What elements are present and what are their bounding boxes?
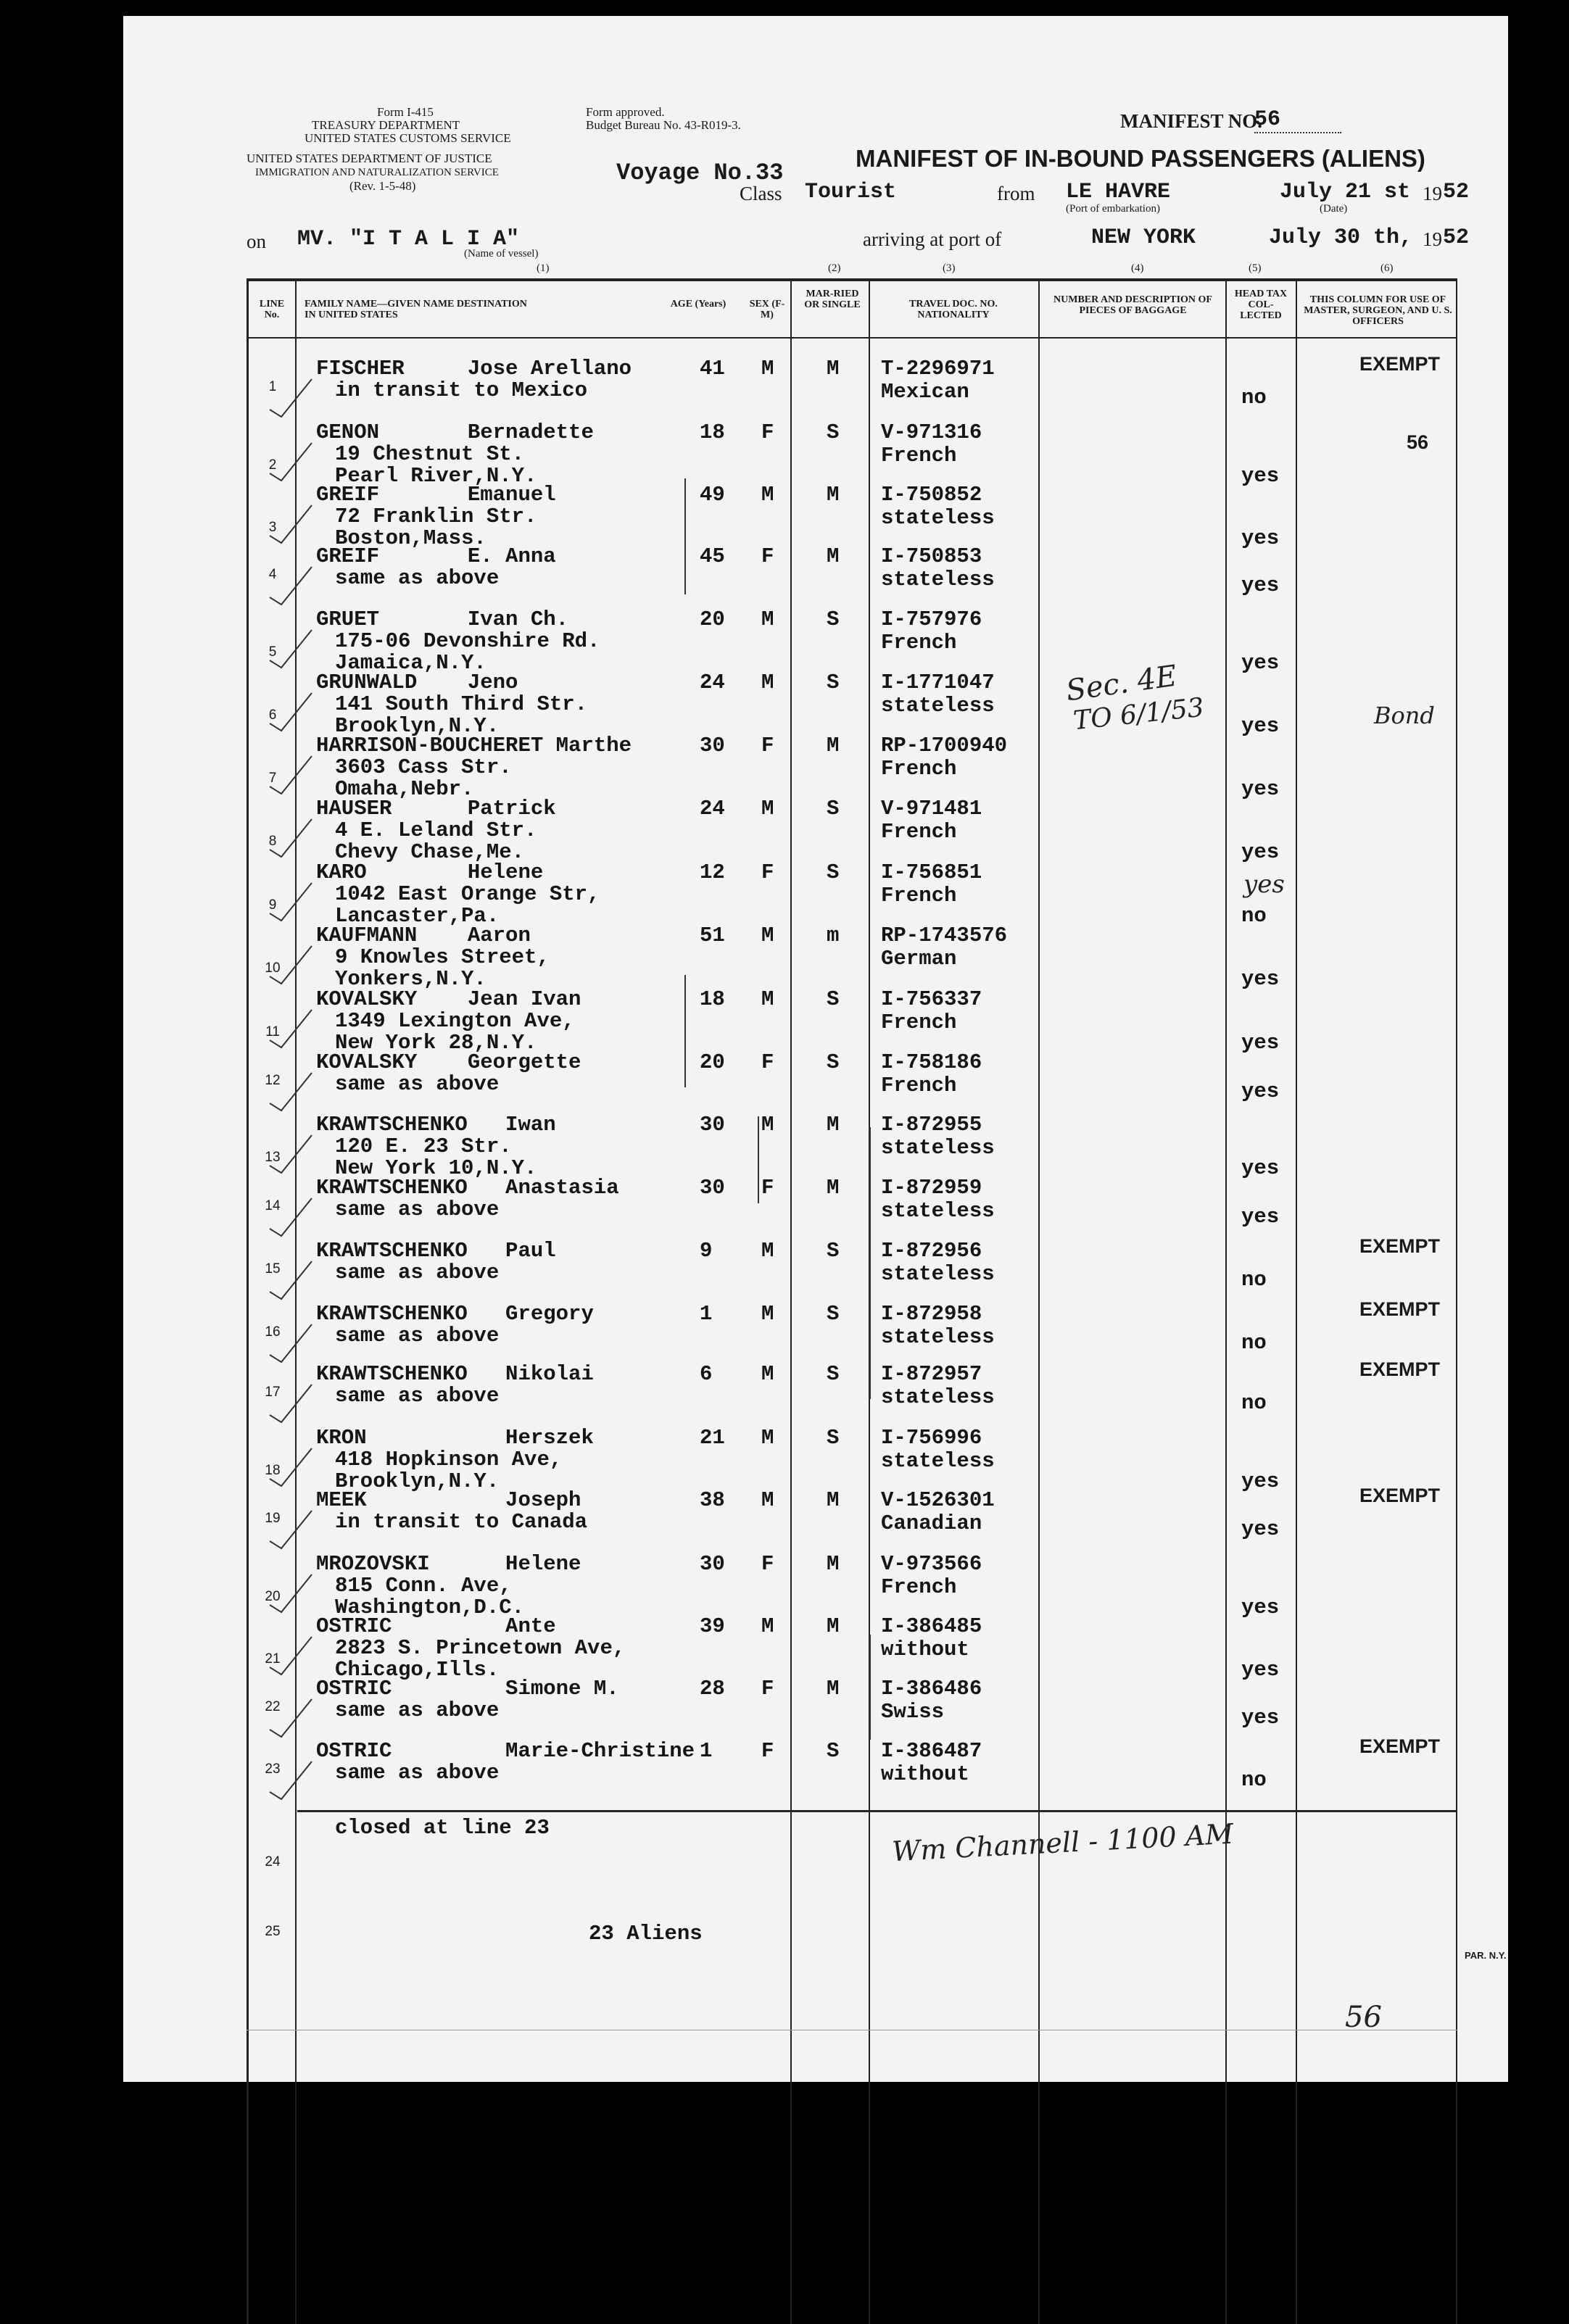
line-number: 5: [268, 644, 277, 660]
travel-doc-number: V-971316: [881, 420, 982, 444]
passenger-name: KOVALSKY Georgette: [316, 1050, 581, 1074]
marital-status: S: [827, 1362, 840, 1386]
passenger-age: 6: [700, 1362, 713, 1386]
travel-doc-number: I-756996: [881, 1426, 982, 1450]
handwritten-bond: Bond: [1374, 702, 1435, 729]
handwritten-date: TO 6/1/53: [1072, 692, 1206, 736]
nationality: stateless: [881, 1262, 995, 1286]
head-tax: yes: [1241, 1517, 1280, 1541]
marital-status: M: [827, 1677, 840, 1701]
passenger-address: Lancaster,Pa.: [335, 904, 500, 928]
passenger-address: same as above: [335, 1384, 500, 1408]
passenger-address: in transit to Mexico: [335, 378, 588, 402]
passenger-sex: M: [761, 987, 774, 1011]
travel-doc-number: I-386485: [881, 1614, 982, 1638]
exempt-stamp: EXEMPT: [1359, 1298, 1441, 1320]
passenger-address: Omaha,Nebr.: [335, 777, 474, 801]
head-tax: yes: [1241, 651, 1280, 675]
port-of-embarkation: LE HAVRE: [1066, 180, 1171, 204]
passenger-sex: M: [761, 1614, 774, 1638]
marital-status: M: [827, 1614, 840, 1638]
passenger-name: HAUSER Patrick: [316, 797, 556, 821]
passenger-address: same as above: [335, 1198, 500, 1221]
marital-status: S: [827, 797, 840, 821]
passenger-sex: M: [761, 671, 774, 694]
marital-status: M: [827, 483, 840, 507]
col-header-travel-doc: TRAVEL DOC. NO. NATIONALITY: [909, 299, 998, 320]
passenger-name: GREIF Emanuel: [316, 483, 556, 507]
passenger-age: 24: [700, 797, 725, 821]
passenger-age: 41: [700, 357, 725, 381]
col-header-name: FAMILY NAME—GIVEN NAME DESTINATION IN UNITED STATES: [305, 299, 527, 320]
head-tax: yes: [1241, 967, 1280, 991]
travel-doc-number: I-750852: [881, 483, 982, 507]
passenger-address: Brooklyn,N.Y.: [335, 714, 500, 738]
marital-status: S: [827, 1426, 840, 1450]
travel-doc-number: I-757976: [881, 607, 982, 631]
nationality: French: [881, 1575, 957, 1599]
passenger-address: 2823 S. Princetown Ave,: [335, 1636, 626, 1660]
travel-doc-number: I-872959: [881, 1176, 982, 1200]
total-aliens: 23 Aliens: [589, 1922, 703, 1946]
passenger-sex: M: [761, 1113, 774, 1137]
line-number-24: 24: [265, 1854, 281, 1869]
line-number: 9: [268, 897, 277, 913]
line-number: 17: [265, 1385, 281, 1400]
passenger-sex: M: [761, 1239, 774, 1263]
passenger-sex: M: [761, 1426, 774, 1450]
travel-doc-number: I-750853: [881, 544, 982, 568]
nationality: stateless: [881, 1449, 995, 1473]
passenger-address: same as above: [335, 1261, 500, 1285]
travel-doc-number: I-872955: [881, 1113, 982, 1137]
travel-doc-number: I-386487: [881, 1739, 982, 1763]
col-header-baggage: NUMBER AND DESCRIPTION OF PIECES OF BAGGAGE: [1053, 294, 1212, 316]
nationality: French: [881, 1010, 957, 1034]
passenger-name: KOVALSKY Jean Ivan: [316, 987, 581, 1011]
nationality: Canadian: [881, 1511, 982, 1535]
col-header-married: MAR-RIED OR SINGLE: [804, 289, 861, 310]
travel-doc-number: T-2296971: [881, 357, 995, 381]
passenger-age: 20: [700, 607, 725, 631]
head-tax: yes: [1241, 1156, 1280, 1180]
passenger-address: Brooklyn,N.Y.: [335, 1469, 500, 1493]
nationality: stateless: [881, 694, 995, 718]
marital-status: m: [827, 924, 840, 947]
passenger-age: 51: [700, 924, 725, 947]
head-tax: no: [1241, 1331, 1267, 1355]
line-number-25: 25: [265, 1924, 281, 1939]
passenger-age: 30: [700, 734, 725, 758]
passenger-age: 30: [700, 1552, 725, 1576]
passenger-name: GRUNWALD Jeno: [316, 671, 518, 694]
date-caption: (Date): [1320, 203, 1348, 215]
passenger-sex: F: [761, 1739, 774, 1763]
passenger-name: OSTRIC Marie-Christine: [316, 1739, 695, 1763]
head-tax: yes: [1241, 464, 1280, 488]
col-num-5: (5): [1249, 262, 1262, 274]
head-tax: yes: [1241, 714, 1280, 738]
passenger-age: 1: [700, 1302, 713, 1326]
head-tax: no: [1241, 1768, 1267, 1792]
passenger-address: Pearl River,N.Y.: [335, 464, 537, 488]
voyage-number: Voyage No.33: [616, 159, 784, 186]
passenger-age: 21: [700, 1426, 725, 1450]
manifest-title: MANIFEST OF IN-BOUND PASSENGERS (ALIENS): [856, 145, 1425, 172]
passenger-age: 45: [700, 544, 725, 568]
on-label: on: [247, 231, 266, 252]
passenger-sex: F: [761, 1176, 774, 1200]
nationality: stateless: [881, 568, 995, 592]
travel-doc-number: I-758186: [881, 1050, 982, 1074]
passenger-address: 9 Knowles Street,: [335, 945, 550, 969]
nationality: stateless: [881, 1136, 995, 1160]
embark-date: July 21 st: [1280, 180, 1411, 204]
passenger-sex: M: [761, 607, 774, 631]
passenger-name: KARO Helene: [316, 860, 544, 884]
line-number: 19: [265, 1511, 281, 1526]
passenger-address: Chevy Chase,Me.: [335, 840, 525, 864]
head-tax: no: [1241, 1268, 1267, 1292]
passenger-address: 175-06 Devonshire Rd.: [335, 629, 600, 653]
line-number: 18: [265, 1463, 281, 1478]
nationality: stateless: [881, 1385, 995, 1409]
col-header-line: LINE No.: [259, 299, 285, 320]
travel-doc-number: V-973566: [881, 1552, 982, 1576]
year-2: 52: [1443, 225, 1470, 250]
passenger-name: MROZOVSKI Helene: [316, 1552, 581, 1576]
treasury-dept: TREASURY DEPARTMENT: [312, 118, 460, 132]
travel-doc-number: RP-1743576: [881, 924, 1008, 947]
passenger-name: KRAWTSCHENKO Anastasia: [316, 1176, 619, 1200]
travel-doc-number: I-756851: [881, 860, 982, 884]
head-tax: no: [1241, 386, 1267, 410]
passenger-address: Yonkers,N.Y.: [335, 967, 487, 991]
passenger-sex: F: [761, 1050, 774, 1074]
passenger-address: same as above: [335, 1761, 500, 1785]
nationality: stateless: [881, 1199, 995, 1223]
passenger-name: KRAWTSCHENKO Nikolai: [316, 1362, 594, 1386]
handwritten-section: Sec. 4E: [1064, 659, 1180, 708]
exempt-stamp: EXEMPT: [1359, 1235, 1441, 1257]
passenger-sex: F: [761, 860, 774, 884]
manifest-page: [123, 16, 1508, 2082]
marital-status: S: [827, 1239, 840, 1263]
passenger-age: 18: [700, 420, 725, 444]
passenger-sex: M: [761, 1488, 774, 1512]
year-1: 52: [1443, 180, 1470, 204]
passenger-sex: F: [761, 420, 774, 444]
marital-status: M: [827, 1113, 840, 1137]
passenger-sex: M: [761, 483, 774, 507]
line-number: 6: [268, 707, 277, 723]
head-tax: yes: [1241, 840, 1280, 864]
passenger-sex: M: [761, 1302, 774, 1326]
form-number: Form I-415: [377, 105, 434, 119]
footer-code: PAR. N.Y.: [1465, 1950, 1507, 1961]
col-num-4: (4): [1131, 262, 1144, 274]
passenger-address: 19 Chestnut St.: [335, 442, 525, 466]
travel-doc-number: I-1771047: [881, 671, 995, 694]
passenger-address: 815 Conn. Ave,: [335, 1574, 512, 1598]
travel-doc-number: V-971481: [881, 797, 982, 821]
passenger-name: FISCHER Jose Arellano: [316, 357, 632, 381]
passenger-name: KRAWTSCHENKO Paul: [316, 1239, 556, 1263]
head-tax: no: [1241, 1391, 1267, 1415]
passenger-sex: M: [761, 797, 774, 821]
passenger-name: KAUFMANN Aaron: [316, 924, 531, 947]
passenger-age: 20: [700, 1050, 725, 1074]
from-label: from: [997, 183, 1035, 204]
travel-doc-number: RP-1700940: [881, 734, 1008, 758]
exempt-stamp: EXEMPT: [1359, 1735, 1441, 1757]
line-number: 14: [265, 1198, 281, 1213]
passenger-name: OSTRIC Simone M.: [316, 1677, 619, 1701]
line-number: 4: [268, 567, 277, 582]
line-number: 16: [265, 1324, 281, 1340]
travel-doc-number: I-872956: [881, 1239, 982, 1263]
year-prefix-1: 19: [1423, 183, 1442, 204]
ins-service: IMMIGRATION AND NATURALIZATION SERVICE: [255, 167, 499, 178]
passenger-address: Jamaica,N.Y.: [335, 651, 487, 675]
passenger-name: GREIF E. Anna: [316, 544, 556, 568]
class-value: Tourist: [805, 180, 897, 204]
marital-status: M: [827, 544, 840, 568]
line-number: 23: [265, 1761, 281, 1777]
travel-doc-number: I-386486: [881, 1677, 982, 1701]
customs-service: UNITED STATES CUSTOMS SERVICE: [305, 131, 511, 145]
marital-status: M: [827, 1488, 840, 1512]
line-number: 15: [265, 1261, 281, 1277]
passenger-age: 30: [700, 1113, 725, 1137]
passenger-name: MEEK Joseph: [316, 1488, 581, 1512]
head-tax: yes: [1241, 1595, 1280, 1619]
passenger-address: Boston,Mass.: [335, 526, 487, 550]
passenger-name: HARRISON-BOUCHERET Marthe: [316, 734, 632, 758]
year-prefix-2: 19: [1423, 228, 1442, 250]
col-num-1: (1): [537, 262, 550, 274]
nationality: French: [881, 444, 957, 468]
nationality: stateless: [881, 1325, 995, 1349]
passenger-address: same as above: [335, 566, 500, 590]
passenger-age: 9: [700, 1239, 713, 1263]
exempt-stamp: EXEMPT: [1359, 1358, 1441, 1380]
marital-status: S: [827, 860, 840, 884]
closed-note: closed at line 23: [335, 1816, 550, 1840]
head-tax: yes: [1241, 1658, 1280, 1682]
marital-status: S: [827, 1050, 840, 1074]
passenger-address: 141 South Third Str.: [335, 692, 588, 716]
officer-note: 56: [1407, 431, 1429, 453]
handwritten-yes: yes: [1243, 870, 1285, 899]
nationality: French: [881, 884, 957, 908]
col-num-6: (6): [1380, 262, 1394, 274]
passenger-address: 1349 Lexington Ave,: [335, 1009, 575, 1033]
col-header-officers: THIS COLUMN FOR USE OF MASTER, SURGEON, AND U. S. OFFICERS: [1304, 294, 1452, 327]
marital-status: S: [827, 671, 840, 694]
col-header-sex: SEX (F-M): [749, 299, 785, 320]
arriving-label: arriving at port of: [863, 228, 1002, 250]
travel-doc-number: I-872957: [881, 1362, 982, 1386]
line-number: 7: [268, 771, 277, 786]
col-header-head-tax: HEAD TAX COL-LECTED: [1234, 289, 1288, 321]
arrival-date: July 30 th,: [1269, 225, 1413, 250]
passenger-address: 3603 Cass Str.: [335, 755, 512, 779]
passenger-address: same as above: [335, 1072, 500, 1096]
head-tax: yes: [1241, 1031, 1280, 1055]
class-label: Class: [740, 183, 782, 204]
justice-dept: UNITED STATES DEPARTMENT OF JUSTICE: [247, 152, 492, 165]
passenger-address: same as above: [335, 1324, 500, 1348]
passenger-name: OSTRIC Ante: [316, 1614, 556, 1638]
nationality: French: [881, 820, 957, 844]
marital-status: S: [827, 987, 840, 1011]
passenger-age: 24: [700, 671, 725, 694]
nationality: German: [881, 947, 957, 971]
budget-bureau: Budget Bureau No. 43-R019-3.: [586, 118, 741, 132]
passenger-age: 38: [700, 1488, 725, 1512]
form-revision: (Rev. 1-5-48): [349, 179, 416, 193]
vessel-caption: (Name of vessel): [464, 248, 539, 260]
arriving-port: NEW YORK: [1091, 225, 1196, 250]
nationality: without: [881, 1638, 969, 1661]
passenger-sex: F: [761, 1552, 774, 1576]
head-tax: yes: [1241, 1079, 1280, 1103]
nationality: French: [881, 631, 957, 655]
exempt-stamp: EXEMPT: [1359, 353, 1441, 375]
nationality: stateless: [881, 506, 995, 530]
passenger-sex: M: [761, 357, 774, 381]
passenger-sex: M: [761, 924, 774, 947]
manifest-number-label: MANIFEST NO.: [1120, 110, 1263, 132]
line-number: 13: [265, 1150, 281, 1165]
embark-caption: (Port of embarkation): [1066, 203, 1160, 215]
passenger-address: New York 10,N.Y.: [335, 1156, 537, 1180]
line-number: 21: [265, 1651, 281, 1667]
col-header-age: AGE (Years): [670, 299, 726, 310]
marital-status: S: [827, 607, 840, 631]
passenger-address: 120 E. 23 Str.: [335, 1134, 512, 1158]
passenger-sex: M: [761, 1362, 774, 1386]
passenger-address: Chicago,Ills.: [335, 1658, 500, 1682]
passenger-age: 12: [700, 860, 725, 884]
marital-status: M: [827, 1176, 840, 1200]
exempt-stamp: EXEMPT: [1359, 1485, 1441, 1506]
travel-doc-number: I-872958: [881, 1302, 982, 1326]
passenger-address: 4 E. Leland Str.: [335, 818, 537, 842]
passenger-name: GRUET Ivan Ch.: [316, 607, 569, 631]
marital-status: M: [827, 357, 840, 381]
line-number: 10: [265, 960, 281, 976]
line-number: 12: [265, 1073, 281, 1088]
head-tax: yes: [1241, 573, 1280, 597]
line-number: 2: [268, 457, 277, 473]
passenger-address: Washington,D.C.: [335, 1595, 525, 1619]
passenger-sex: F: [761, 734, 774, 758]
marital-status: M: [827, 734, 840, 758]
line-number: 11: [265, 1024, 280, 1039]
handwritten-page-number: 56: [1345, 2001, 1382, 2034]
passenger-age: 30: [700, 1176, 725, 1200]
passenger-address: New York 28,N.Y.: [335, 1031, 537, 1055]
nationality: French: [881, 1074, 957, 1097]
passenger-name: KRAWTSCHENKO Iwan: [316, 1113, 556, 1137]
line-number: 8: [268, 834, 277, 849]
travel-doc-number: I-756337: [881, 987, 982, 1011]
passenger-name: KRAWTSCHENKO Gregory: [316, 1302, 594, 1326]
col-num-2: (2): [828, 262, 841, 274]
passenger-age: 39: [700, 1614, 725, 1638]
nationality: Swiss: [881, 1700, 945, 1724]
head-tax: yes: [1241, 1205, 1280, 1229]
head-tax: no: [1241, 904, 1267, 928]
nationality: without: [881, 1762, 969, 1786]
passenger-name: GENON Bernadette: [316, 420, 594, 444]
line-number: 3: [268, 520, 277, 535]
line-number: 20: [265, 1589, 281, 1604]
marital-status: S: [827, 1739, 840, 1763]
marital-status: S: [827, 1302, 840, 1326]
head-tax: yes: [1241, 526, 1280, 550]
passenger-address: same as above: [335, 1698, 500, 1722]
marital-status: S: [827, 420, 840, 444]
travel-doc-number: V-1526301: [881, 1488, 995, 1512]
passenger-address: 418 Hopkinson Ave,: [335, 1448, 563, 1472]
col-num-3: (3): [943, 262, 956, 274]
vessel-name: MV. "I T A L I A": [297, 227, 520, 252]
passenger-address: 1042 East Orange Str,: [335, 882, 600, 906]
head-tax: yes: [1241, 1469, 1280, 1493]
passenger-name: KRON Herszek: [316, 1426, 594, 1450]
marital-status: M: [827, 1552, 840, 1576]
line-number: 1: [268, 379, 277, 394]
line-number: 22: [265, 1699, 281, 1714]
head-tax: yes: [1241, 1706, 1280, 1730]
passenger-sex: F: [761, 1677, 774, 1701]
handwritten-signature: Wm Channell - 1100 AM: [891, 1817, 1235, 1868]
nationality: French: [881, 757, 957, 781]
passenger-address: in transit to Canada: [335, 1510, 588, 1534]
passenger-address: 72 Franklin Str.: [335, 505, 537, 528]
passenger-sex: F: [761, 544, 774, 568]
passenger-age: 49: [700, 483, 725, 507]
form-approved: Form approved.: [586, 105, 665, 119]
nationality: Mexican: [881, 380, 969, 404]
passenger-age: 28: [700, 1677, 725, 1701]
manifest-number: 56: [1254, 107, 1341, 133]
passenger-age: 18: [700, 987, 725, 1011]
head-tax: yes: [1241, 777, 1280, 801]
passenger-age: 1: [700, 1739, 713, 1763]
